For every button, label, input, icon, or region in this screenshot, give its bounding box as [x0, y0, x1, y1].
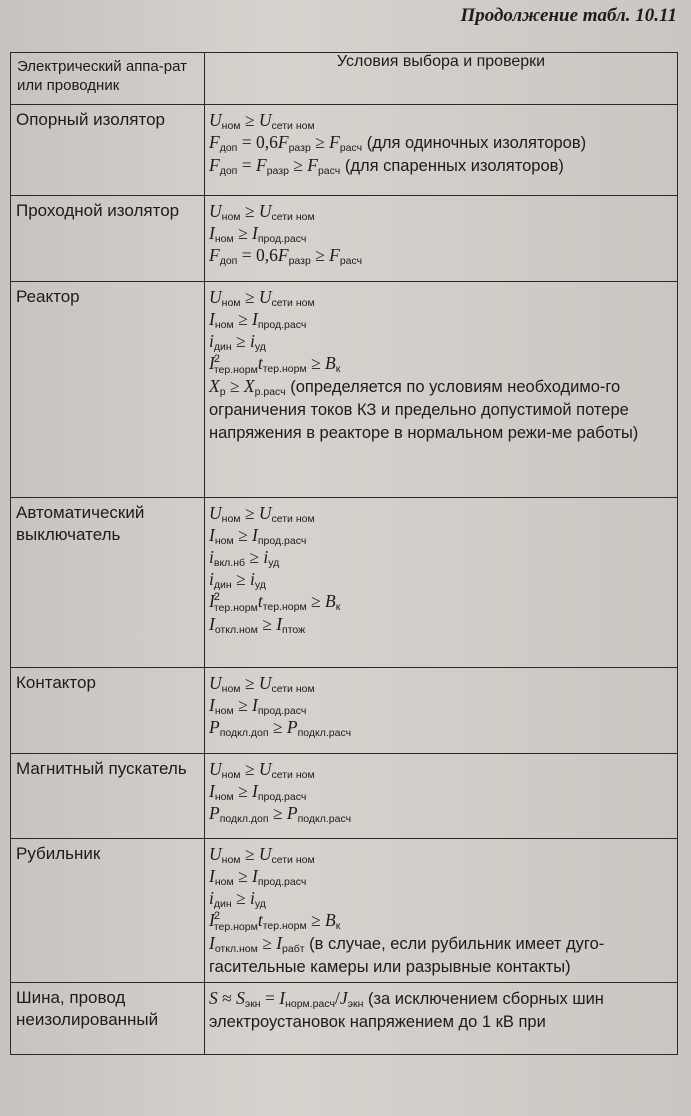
- formula-symbol: U: [209, 759, 222, 779]
- formula-symbol: U: [209, 110, 222, 130]
- formula-symbol: U: [258, 110, 272, 130]
- formula-subscript: р.расч: [254, 386, 286, 399]
- formula-symbol: I: [209, 591, 215, 611]
- formula-symbol: F: [277, 245, 289, 265]
- formula-operator: ≥: [233, 223, 253, 243]
- condition-formula: [209, 222, 673, 244]
- formula-subscript: тер.норм: [262, 920, 307, 932]
- formula-symbol: I: [209, 223, 215, 243]
- condition-formula: [209, 308, 673, 330]
- formula-operator: ≥: [240, 844, 259, 864]
- formula-operator: = 0,6: [237, 245, 278, 265]
- formula-operator: ≥: [306, 591, 326, 611]
- condition-formula: [209, 613, 673, 635]
- formula-super-subscript: [214, 592, 258, 613]
- formula-symbol: I: [252, 525, 258, 545]
- formula-symbol: U: [258, 759, 272, 779]
- formula-operator: = 0,6: [237, 132, 278, 152]
- formula-subscript: тер.норм: [213, 364, 258, 377]
- formula-operator: ≥: [306, 353, 326, 373]
- table-header-row: [11, 53, 678, 105]
- formula-subscript: подкл.расч: [297, 813, 352, 825]
- formula-subscript: прод.расч: [257, 705, 307, 717]
- formula-operator: ≥: [240, 201, 259, 221]
- formula-subscript: сети ном: [271, 211, 315, 223]
- formula-subscript: прод.расч: [257, 535, 307, 547]
- formula-subscript: к: [335, 920, 341, 932]
- condition-formula: [209, 154, 673, 177]
- apparatus-name: Рубильник: [11, 839, 205, 983]
- formula-subscript: ном: [214, 535, 234, 547]
- formula-operator: ≥: [240, 759, 259, 779]
- formula-symbol: i: [250, 888, 255, 908]
- formula-subscript: уд: [254, 341, 266, 353]
- formula-symbol: I: [252, 866, 258, 886]
- formula-symbol: P: [209, 717, 220, 737]
- formula-symbol: I: [209, 353, 215, 373]
- formula-symbol: I: [276, 614, 283, 635]
- formula-symbol: U: [258, 673, 272, 693]
- formula-subscript: ном: [214, 791, 234, 803]
- formula-subscript: ном: [221, 120, 241, 132]
- formula-symbol: I: [209, 695, 215, 715]
- formula-symbol: F: [277, 132, 289, 152]
- formula-symbol: F: [209, 132, 220, 152]
- condition-formula: [209, 909, 673, 932]
- conditions-cell: [205, 196, 678, 282]
- condition-formula: [209, 932, 673, 978]
- formula-symbol: I: [276, 933, 283, 954]
- apparatus-name: Шина, провод неизолированный: [11, 983, 205, 1055]
- condition-formula: [209, 590, 673, 613]
- formula-subscript: разр: [288, 142, 311, 154]
- formula-subscript: сети ном: [271, 683, 315, 695]
- formula-symbol: I: [252, 781, 258, 801]
- formula-subscript: дин: [213, 898, 232, 910]
- condition-formula: [209, 843, 673, 865]
- condition-formula: [209, 865, 673, 887]
- formula-subscript: уд: [254, 579, 266, 591]
- formula-symbol: U: [209, 844, 222, 864]
- formula-operator: ≥: [231, 569, 251, 589]
- formula-symbol: I: [209, 525, 215, 545]
- formula-symbol: i: [209, 888, 214, 908]
- formula-subscript: доп: [219, 255, 238, 267]
- formula-subscript: подкл.доп: [219, 813, 269, 825]
- formula-symbol: F: [209, 245, 220, 265]
- formula-subscript: ном: [221, 297, 241, 309]
- formula-subscript: тер.норм: [262, 363, 307, 375]
- formula-super-subscript: [214, 911, 258, 932]
- formula-symbol: U: [258, 287, 272, 307]
- table-caption: Продолжение табл. 10.11: [460, 5, 677, 26]
- condition-formula: [209, 672, 673, 694]
- formula-symbol: t: [257, 353, 263, 373]
- apparatus-name: Автоматический выключатель: [11, 498, 205, 668]
- formula-subscript: прод.расч: [257, 791, 307, 803]
- formula-subscript: подкл.расч: [297, 727, 352, 739]
- condition-note: (для одиночных изоляторов): [362, 134, 587, 152]
- formula-subscript: расч: [339, 142, 363, 154]
- condition-note: (для спаренных изоляторов): [340, 157, 564, 175]
- formula-subscript: ном: [221, 683, 241, 695]
- apparatus-name: Опорный изолятор: [11, 105, 205, 196]
- condition-formula: [209, 352, 673, 375]
- formula-operator: ≥: [240, 503, 259, 523]
- formula-symbol: i: [209, 547, 214, 567]
- conditions-cell: [205, 839, 678, 983]
- formula-super-subscript: [214, 354, 258, 375]
- formula-subscript: ном: [221, 769, 241, 781]
- formula-symbol: t: [257, 591, 263, 611]
- apparatus-name: Проходной изолятор: [11, 196, 205, 282]
- condition-formula: [209, 502, 673, 524]
- condition-formula: [209, 716, 673, 738]
- formula-subscript: ном: [214, 233, 234, 245]
- formula-operator: ≥: [231, 331, 251, 351]
- formula-symbol: P: [286, 803, 298, 823]
- formula-symbol: B: [325, 353, 336, 373]
- condition-formula: [209, 887, 673, 909]
- formula-subscript: ном: [221, 854, 241, 866]
- formula-symbol: I: [252, 309, 258, 329]
- formula-superscript: 2: [213, 591, 220, 604]
- formula-superscript: 2: [213, 910, 220, 923]
- formula-symbol: I: [279, 988, 286, 1008]
- formula-symbol: X: [209, 376, 220, 397]
- formula-symbol: U: [258, 201, 272, 221]
- formula-operator: /: [334, 988, 340, 1008]
- formula-symbol: I: [209, 614, 215, 635]
- formula-subscript: птож: [282, 624, 306, 637]
- formula-symbol: I: [209, 910, 215, 930]
- formula-subscript: тер.норм: [262, 601, 307, 613]
- formula-subscript: прод.расч: [257, 233, 307, 245]
- table-row: [11, 105, 678, 196]
- formula-symbol: U: [258, 503, 272, 523]
- formula-symbol: P: [286, 717, 298, 737]
- formula-symbol: I: [209, 309, 215, 329]
- formula-subscript: норм.расч: [285, 998, 335, 1010]
- formula-operator: ≥: [233, 695, 253, 715]
- table-row: [11, 668, 678, 754]
- formula-subscript: расч: [317, 165, 341, 177]
- formula-subscript: тер.норм: [213, 921, 258, 934]
- formula-subscript: разр: [266, 165, 289, 177]
- formula-symbol: U: [209, 287, 222, 307]
- formula-symbol: t: [257, 910, 263, 930]
- condition-formula: [209, 330, 673, 352]
- conditions-cell: [205, 754, 678, 839]
- formula-operator: ≥: [288, 155, 308, 175]
- formula-operator: ≥: [233, 866, 253, 886]
- formula-symbol: B: [325, 910, 336, 930]
- formula-subscript: дин: [213, 341, 232, 353]
- formula-operator: ≥: [233, 309, 253, 329]
- table-row: [11, 498, 678, 668]
- formula-operator: ≥: [245, 547, 264, 567]
- formula-subscript: сети ном: [271, 769, 315, 781]
- formula-subscript: расч: [339, 255, 363, 267]
- formula-symbol: i: [250, 569, 255, 589]
- table-row: [11, 983, 678, 1055]
- formula-operator: ≥: [240, 110, 259, 130]
- formula-operator: ≥: [268, 803, 287, 823]
- formula-subscript: к: [335, 363, 341, 375]
- condition-formula: [209, 987, 673, 1033]
- formula-symbol: B: [325, 591, 336, 611]
- formula-symbol: F: [329, 245, 340, 265]
- condition-formula: [209, 802, 673, 824]
- formula-symbol: S: [236, 988, 245, 1008]
- condition-note: (определяется по условиям необходимо-го ограничения токов КЗ и предельно допустимой потере напряжения в реакторе в нормальном режи-ме работы): [209, 378, 639, 443]
- formula-subscript: прод.расч: [257, 876, 307, 888]
- formula-operator: =: [237, 155, 256, 175]
- conditions-cell: [205, 668, 678, 754]
- condition-formula: [209, 546, 673, 568]
- formula-operator: =: [260, 988, 280, 1008]
- condition-formula: [209, 131, 673, 154]
- formula-operator: ≥: [257, 614, 277, 635]
- formula-operator: ≥: [233, 525, 253, 545]
- formula-operator: ≥: [257, 933, 277, 954]
- formula-symbol: i: [263, 547, 269, 567]
- condition-note: (за исключением сборных шин электроустановок напряжением до 1 кВ при: [209, 990, 604, 1031]
- formula-subscript: сети ном: [271, 854, 315, 866]
- formula-operator: ≥: [306, 910, 326, 930]
- formula-symbol: X: [243, 376, 255, 397]
- condition-formula: [209, 758, 673, 780]
- formula-symbol: I: [209, 933, 215, 954]
- formula-subscript: доп: [219, 142, 238, 154]
- table-row: [11, 282, 678, 498]
- formula-operator: ≥: [268, 717, 287, 737]
- formula-subscript: вкл.нб: [213, 557, 246, 569]
- conditions-cell: [205, 983, 678, 1055]
- condition-formula: [209, 244, 673, 266]
- formula-subscript: экн: [244, 998, 261, 1010]
- formula-operator: ≥: [240, 287, 259, 307]
- formula-subscript: подкл.доп: [219, 727, 269, 739]
- formula-symbol: S: [209, 988, 218, 1008]
- formula-symbol: P: [209, 803, 220, 823]
- formula-symbol: F: [255, 155, 267, 175]
- formula-operator: ≥: [310, 245, 330, 265]
- formula-symbol: I: [209, 781, 215, 801]
- formula-symbol: i: [209, 331, 214, 351]
- condition-formula: [209, 200, 673, 222]
- formula-symbol: i: [209, 569, 214, 589]
- formula-symbol: U: [209, 673, 222, 693]
- formula-subscript: сети ном: [271, 120, 315, 132]
- formula-operator: ≥: [225, 376, 244, 397]
- formula-subscript: рабт: [282, 943, 305, 956]
- formula-symbol: U: [209, 201, 222, 221]
- formula-symbol: U: [258, 844, 272, 864]
- formula-symbol: I: [252, 223, 258, 243]
- formula-subscript: к: [335, 601, 341, 613]
- formula-subscript: сети ном: [271, 513, 315, 525]
- formula-superscript: 2: [213, 353, 220, 366]
- formula-operator: ≥: [233, 781, 253, 801]
- formula-subscript: тер.норм: [213, 602, 258, 615]
- formula-subscript: уд: [254, 898, 266, 910]
- header-apparatus: Электрический аппа-рат или проводник: [11, 53, 205, 105]
- condition-formula: [209, 109, 673, 131]
- formula-subscript: экн: [347, 998, 364, 1010]
- condition-note: (в случае, если рубильник имеет дуго-гасительные камеры или разрывные контакты): [209, 935, 605, 977]
- formula-symbol: J: [339, 988, 348, 1008]
- formula-subscript: ном: [214, 876, 234, 888]
- conditions-cell: [205, 498, 678, 668]
- formula-symbol: i: [250, 331, 255, 351]
- formula-subscript: ном: [221, 513, 241, 525]
- table-row: [11, 196, 678, 282]
- condition-formula: [209, 524, 673, 546]
- formula-subscript: дин: [213, 579, 232, 591]
- formula-symbol: U: [209, 503, 222, 523]
- formula-operator: ≈: [217, 988, 237, 1008]
- formula-symbol: F: [329, 132, 340, 152]
- formula-symbol: F: [209, 155, 220, 175]
- apparatus-name: Реактор: [11, 282, 205, 498]
- formula-subscript: разр: [288, 255, 311, 267]
- formula-symbol: I: [209, 866, 215, 886]
- formula-subscript: сети ном: [271, 297, 315, 309]
- formula-subscript: откл.ном: [214, 624, 258, 637]
- conditions-cell: [205, 282, 678, 498]
- formula-operator: ≥: [231, 888, 251, 908]
- formula-subscript: р: [219, 386, 226, 399]
- condition-formula: [209, 286, 673, 308]
- formula-symbol: I: [252, 695, 258, 715]
- formula-symbol: F: [307, 155, 318, 175]
- formula-subscript: ном: [221, 211, 241, 223]
- apparatus-name: Магнитный пускатель: [11, 754, 205, 839]
- formula-subscript: откл.ном: [214, 943, 258, 956]
- header-conditions: Условия выбора и проверки: [205, 53, 678, 105]
- condition-formula: [209, 375, 673, 444]
- apparatus-name: Контактор: [11, 668, 205, 754]
- formula-operator: ≥: [310, 132, 330, 152]
- selection-conditions-table: [10, 52, 678, 1055]
- table-row: [11, 839, 678, 983]
- table-row: [11, 754, 678, 839]
- condition-formula: [209, 780, 673, 802]
- formula-subscript: доп: [219, 165, 238, 177]
- condition-formula: [209, 694, 673, 716]
- formula-subscript: уд: [268, 557, 280, 569]
- formula-subscript: прод.расч: [257, 319, 307, 331]
- condition-formula: [209, 568, 673, 590]
- formula-subscript: ном: [214, 319, 234, 331]
- formula-subscript: ном: [214, 705, 234, 717]
- formula-operator: ≥: [240, 673, 259, 693]
- conditions-cell: [205, 105, 678, 196]
